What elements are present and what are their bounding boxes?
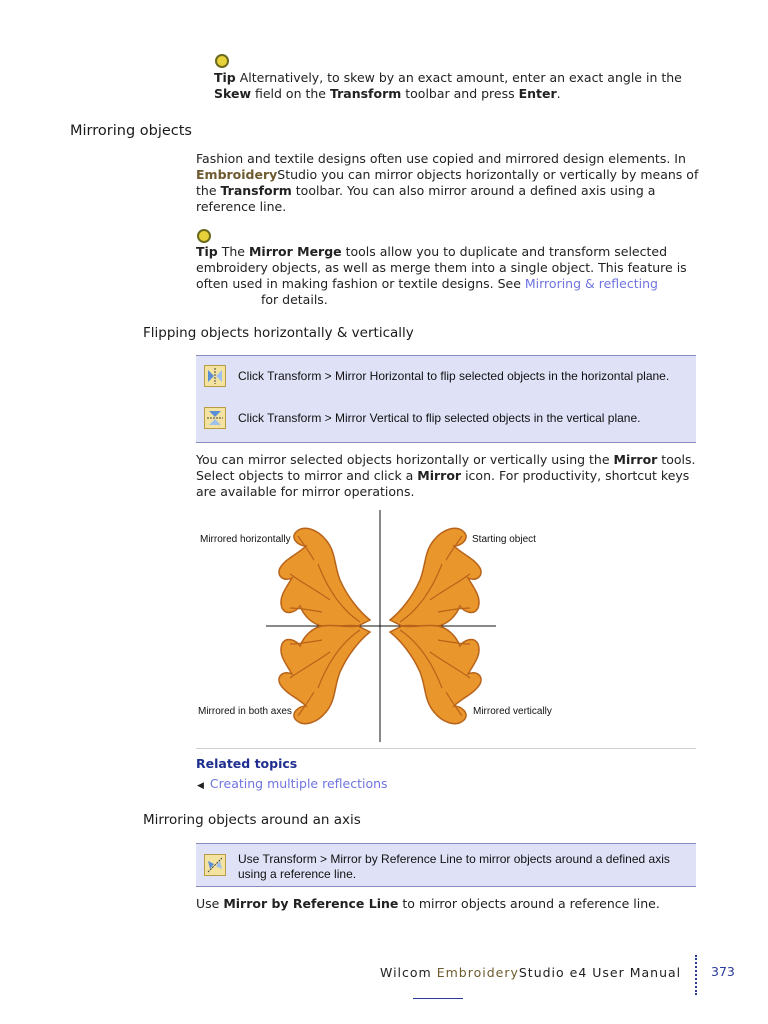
tip-2: Tip The Mirror Merge tools allow you to duplicate and transform selected embroidery objects, as well as merge them into a single object. This feature is often used in making fashion or textile designs. See Mirroring & reflecting for details. <box>196 244 687 307</box>
toolbar-instructions-box-axis <box>196 843 696 887</box>
mirror-vertical-icon[interactable] <box>204 407 226 429</box>
tip-1: Tip Alternatively, to skew by an exact amount, enter an exact angle in the Skew field on the Transform toolbar and press Enter. <box>214 70 682 101</box>
leaf-mirrored-vertically <box>390 625 481 723</box>
axis-description: Use Mirror by Reference Line to mirror objects around a reference line. <box>196 896 660 911</box>
tool-mirror-horizontal-text: Click Transform > Mirror Horizontal to flip selected objects in the horizontal plane. <box>238 369 670 383</box>
mirroring-intro: Fashion and textile designs often use copied and mirrored design elements. In EmbroideryStudio you can mirror objects horizontally or vertically by means of the Transform toolbar. You can also mirror around a defined axis using a reference line. <box>196 151 699 214</box>
leaf-mirrored-horizontally <box>279 528 370 626</box>
footer-underline <box>413 998 463 999</box>
triangle-left-icon: ◀ <box>197 781 204 791</box>
mirror-figure <box>196 508 566 744</box>
tool-mirror-reference-line-text: Use Transform > Mirror by Reference Line to mirror objects around a defined axis using a reference line. <box>238 852 670 881</box>
footer-manual-title: Wilcom EmbroideryStudio e4 User Manual <box>380 965 682 980</box>
tool-mirror-vertical-text: Click Transform > Mirror Vertical to flip selected objects in the vertical plane. <box>238 411 641 425</box>
tip-bulb-icon <box>215 54 229 68</box>
mirroring-reflecting-link[interactable]: Mirroring & reflecting <box>524 276 658 291</box>
label-mirrored-horizontally: Mirrored horizontally <box>200 534 291 545</box>
section-heading-flipping: Flipping objects horizontally & vertically <box>143 325 414 341</box>
tip-label: Tip <box>214 70 236 85</box>
leaf-mirrored-both-axes <box>279 625 370 723</box>
related-topics-heading: Related topics <box>196 756 298 771</box>
related-divider <box>196 748 696 749</box>
tip-bulb-icon <box>197 229 211 243</box>
leaf-starting-object <box>390 528 481 626</box>
footer-page-number: 373 <box>711 964 735 979</box>
mirror-horizontal-icon[interactable] <box>204 365 226 387</box>
label-mirrored-vertically: Mirrored vertically <box>473 706 552 717</box>
toolbar-instructions-box <box>196 355 696 443</box>
label-starting-object: Starting object <box>472 534 536 545</box>
related-topic-item[interactable] <box>197 776 388 794</box>
label-mirrored-both-axes: Mirrored in both axes <box>198 706 292 717</box>
mirror-reference-line-icon[interactable] <box>204 854 226 876</box>
flipping-description: You can mirror selected objects horizontally or vertically using the Mirror tools. Select objects to mirror and click a Mirror icon. For productivity, shortcut keys are available for mirror operations. <box>196 452 696 499</box>
section-heading-axis: Mirroring objects around an axis <box>143 812 361 828</box>
creating-multiple-reflections-link[interactable]: Creating multiple reflections <box>209 776 388 791</box>
footer-dotted-separator <box>695 955 697 995</box>
section-heading-mirroring: Mirroring objects <box>70 123 192 139</box>
